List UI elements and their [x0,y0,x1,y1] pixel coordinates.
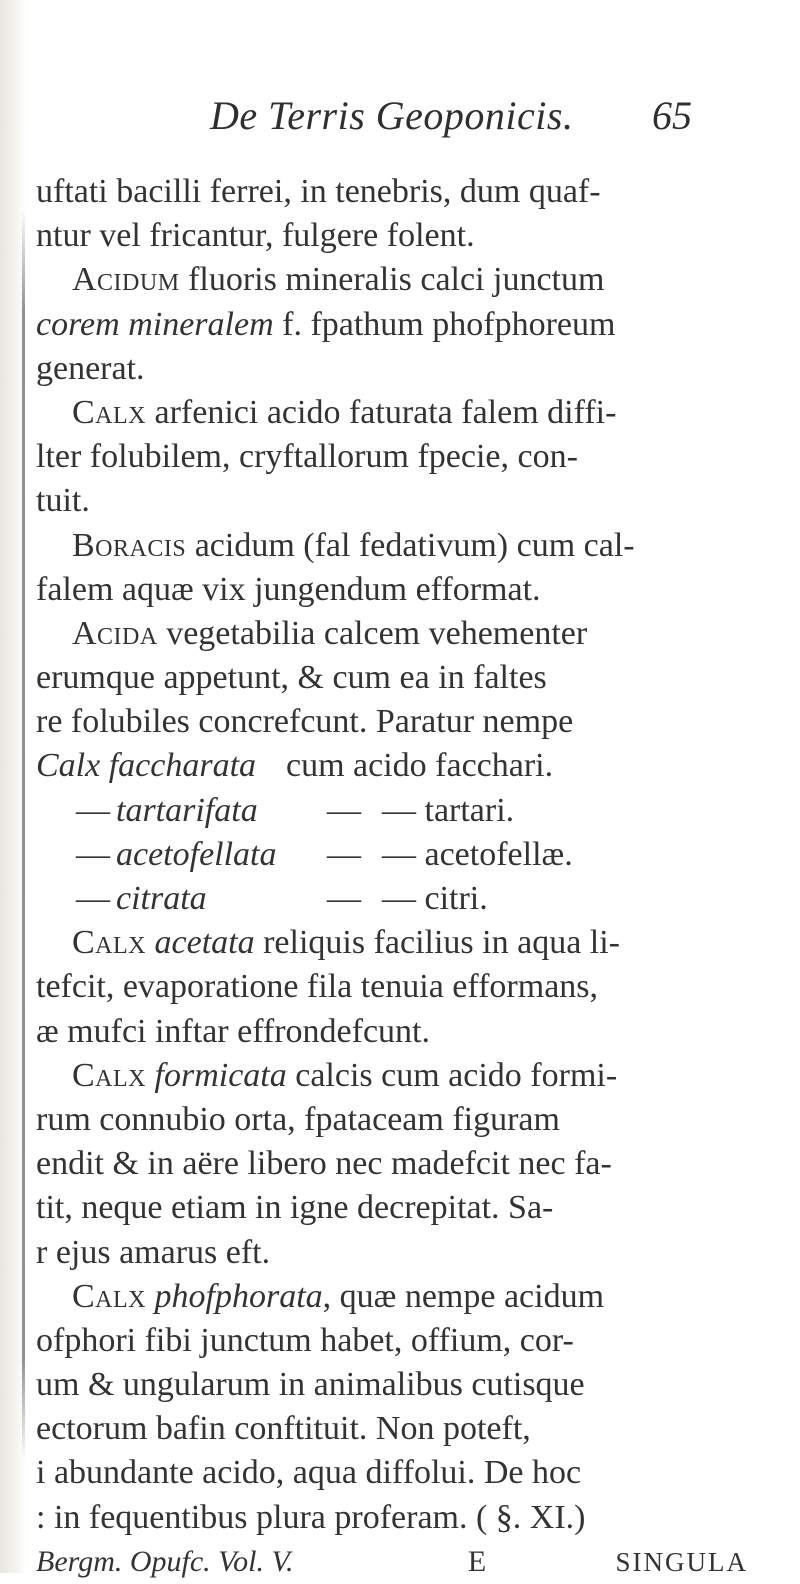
paragraph-start-line: Acidum fluoris mineralis calci junctum [72,261,605,299]
italic-term: corem mineralem [36,305,274,343]
italic-term: phofphorata [146,1277,323,1315]
text-line: falem aquæ vix jungendum efformat. [36,570,541,608]
paragraph-lead: Acida [72,614,158,652]
list-salt-name: Calx faccharata [36,747,257,785]
paragraph-start-line: Boracis acidum (fal fedativum) cum cal- [72,526,635,564]
page-number: 65 [652,93,692,138]
italic-term: formicata [146,1056,287,1094]
running-title: De Terris Geoponicis. [210,93,574,138]
list-salt-name: acetofellata [116,835,277,873]
paragraph-lead: Calx [72,1277,147,1315]
text-line: tefcit, evaporatione fila tenuia efformans, [36,968,599,1006]
text-line: generat. [36,349,145,387]
text-line: i abundante acido, aqua diffolui. De hoc [36,1454,582,1492]
paragraph-lead: Calx [72,1056,147,1094]
paragraph-lead: Acidum [72,261,180,299]
text-line: : in fequentibus plura proferam. ( §. XI.) [36,1498,586,1536]
paragraph-start-line: Calx formicata calcis cum acido formi- [72,1056,618,1094]
catchword: SINGULA [615,1546,748,1577]
text-line: um & ungularum in animalibus cutisque [36,1366,585,1404]
page-footer [36,1540,752,1584]
list-col3: — acetofellæ. [382,835,573,873]
text-line: æ mufci inftar effrondefcunt. [36,1012,431,1050]
paragraph-start-line: Calx acetata reliquis facilius in aqua li- [72,924,620,962]
list-col3: — tartari. [382,791,515,829]
footer-source: Bergm. Opufc. Vol. V. [36,1544,294,1578]
paragraph-lead: Boracis [72,526,187,564]
text-line: uftati bacilli ferrei, in tenebris, dum quaf- [36,173,601,210]
page-header [0,92,800,152]
paragraph-lead: Calx [72,393,147,431]
paragraph-start-line: Calx phofphorata, quæ nempe acidum [72,1277,605,1315]
italic-term: acetata [146,924,255,962]
text-line: tuit. [36,482,90,520]
list-row: — acetofellata — — acetofellæ. [36,833,752,877]
text-line: ofphori fibi junctum habet, offium, cor- [36,1321,574,1359]
text-line: tit, neque etiam in igne decrepitat. Sa- [36,1189,554,1227]
list-row [36,744,752,788]
list-col3: facchari. [435,747,554,785]
list-salt-name: tartarifata [116,791,258,829]
text-line: corem mineralem f. fpathum phofphoreum [36,305,616,343]
text-line: rum connubio orta, fpataceam figuram [36,1100,560,1138]
binding-edge-line [22,210,25,1460]
body-text [36,170,752,1584]
text-line: erumque appetunt, & cum ea in faltes [36,659,547,697]
paragraph-start-line: Acida vegetabilia calcem vehementer [72,614,588,652]
paragraph-start-line: Calx arfenici acido faturata falem diffi- [72,393,617,431]
text-line: re folubiles concrefcunt. Paratur nempe [36,703,574,741]
list-col2: cum acido [286,747,427,785]
paragraph-lead: Calx [72,924,147,962]
list-col3: — citri. [382,880,488,917]
list-row: — citrata — — citri. [36,877,752,921]
signature-mark: E [467,1544,487,1578]
text-line: ectorum bafin conftituit. Non poteft, [36,1410,531,1448]
text-line: lter folubilem, cryftallorum fpecie, con- [36,438,578,476]
text-line: ntur vel fricantur, fulgere folent. [36,217,475,255]
text-line: r ejus amarus eft. [36,1233,271,1271]
text-line: endit & in aëre libero nec madefcit nec fa- [36,1145,612,1183]
list-row: — tartarifata — — tartari. [36,789,752,833]
list-salt-name: citrata [116,880,207,917]
